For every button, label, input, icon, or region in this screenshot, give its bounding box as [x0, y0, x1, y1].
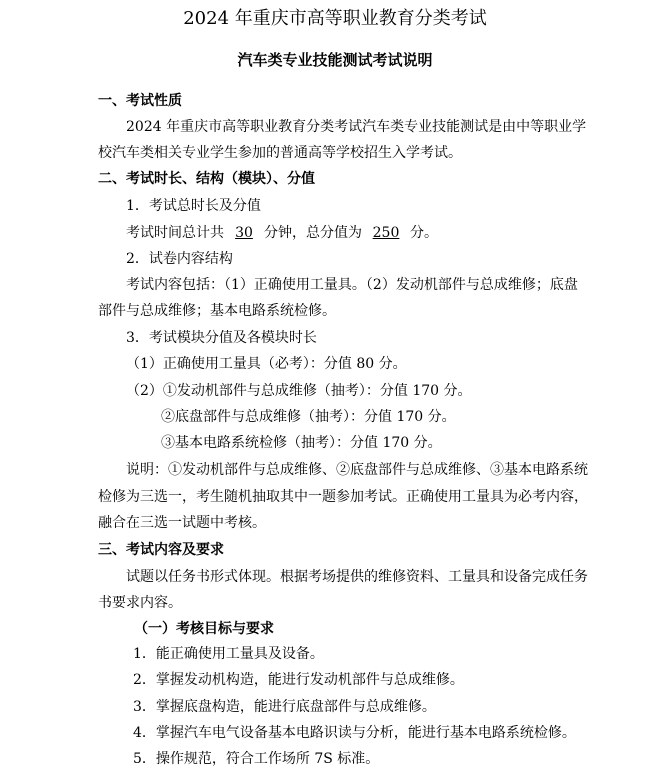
- note-line-1: 说明：①发动机部件与总成维修、②底盘部件与总成维修、③基本电路系统: [126, 462, 588, 478]
- content-line-2: 部件与总成维修；基本电路系统检修。: [98, 303, 336, 319]
- section-1-heading: 一、考试性质: [98, 93, 182, 109]
- goal-5: 5．操作规范，符合工作场所 7S 标准。: [133, 751, 380, 767]
- section-2-item-2: 2．试卷内容结构: [126, 251, 233, 267]
- goal-4: 4．掌握汽车电气设备基本电路识读与分析，能进行基本电路系统检修。: [133, 725, 576, 741]
- module-4: ③基本电路系统检修（抽考）：分值 170 分。: [161, 435, 442, 451]
- module-2: （2）①发动机部件与总成维修（抽考）：分值 170 分。: [126, 383, 472, 399]
- section-3-paragraph-line-2: 书要求内容。: [98, 595, 182, 611]
- note-line-2: 检修为三选一，考生随机抽取其中一题参加考试。正确使用工量具为必考内容，: [98, 489, 588, 505]
- goal-3: 3．掌握底盘构造，能进行底盘部件与总成维修。: [133, 699, 436, 715]
- section-3-heading: 三、考试内容及要求: [98, 542, 224, 558]
- note-line-3: 融合在三选一试题中考核。: [98, 515, 266, 531]
- duration-suffix: 分。: [410, 225, 438, 241]
- duration-minutes: 30: [235, 225, 253, 241]
- duration-prefix: 考试时间总计共: [126, 225, 224, 241]
- document-subtitle: 汽车类专业技能测试考试说明: [237, 51, 433, 69]
- subsection-heading: （一）考核目标与要求: [134, 621, 274, 637]
- total-score: 250: [372, 225, 400, 241]
- module-1: （1）正确使用工量具（必考）：分值 80 分。: [126, 356, 407, 372]
- duration-line: [126, 223, 438, 243]
- goal-2: 2．掌握发动机构造，能进行发动机部件与总成维修。: [133, 672, 464, 688]
- section-1-paragraph-line-1: 2024 年重庆市高等职业教育分类考试汽车类专业技能测试是由中等职业学: [126, 119, 587, 135]
- duration-middle: 分钟，总分值为: [264, 225, 362, 241]
- section-2-item-3: 3．考试模块分值及各模块时长: [126, 330, 317, 346]
- module-3: ②底盘部件与总成维修（抽考）：分值 170 分。: [161, 409, 456, 425]
- content-line-1: 考试内容包括：（1）正确使用工量具。（2）发动机部件与总成维修；底盘: [126, 277, 578, 293]
- goal-1: 1．能正确使用工量具及设备。: [133, 646, 324, 662]
- section-1-paragraph-line-2: 校汽车类相关专业学生参加的普通高等学校招生入学考试。: [98, 145, 462, 161]
- section-3-paragraph-line-1: 试题以任务书形式体现。根据考场提供的维修资料、工量具和设备完成任务: [126, 569, 588, 585]
- document-title: 2024 年重庆市高等职业教育分类考试: [183, 8, 487, 29]
- section-2-item-1: 1．考试总时长及分值: [126, 198, 261, 214]
- section-2-heading: 二、考试时长、结构（模块）、分值: [98, 171, 315, 187]
